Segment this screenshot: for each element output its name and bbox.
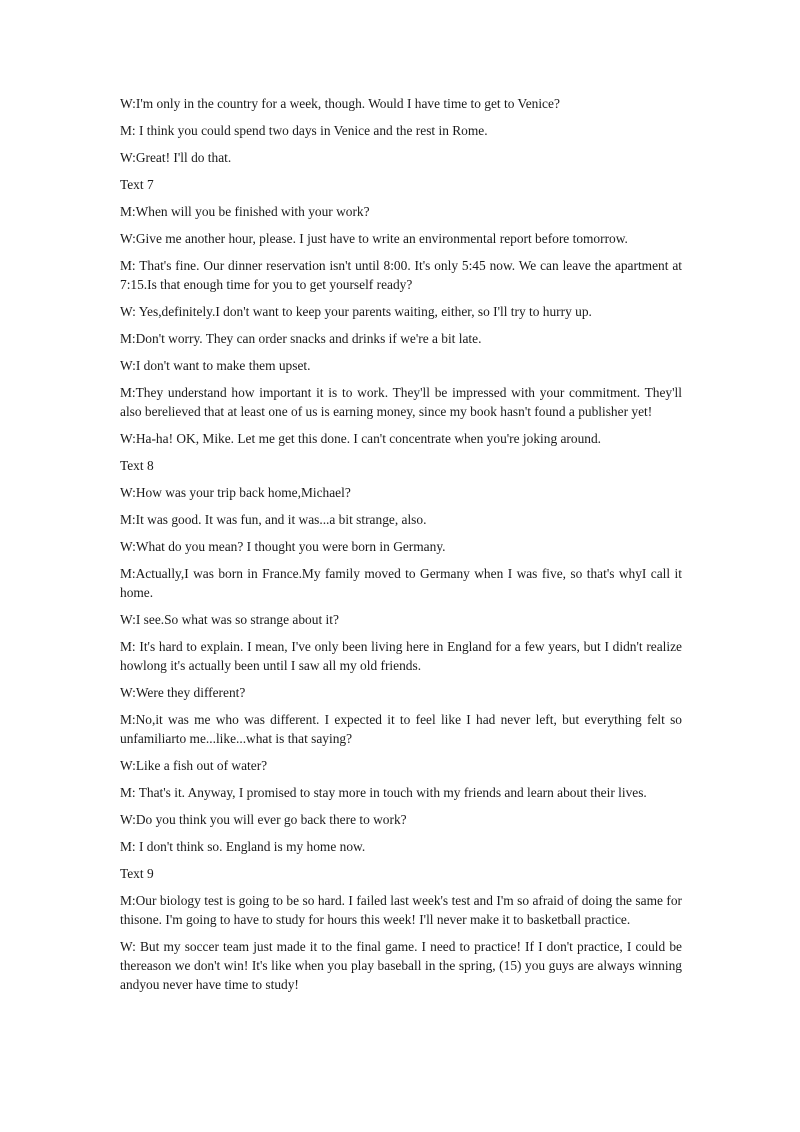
- dialogue-line: W:Were they different?: [120, 685, 246, 700]
- document-page: [120, 94, 682, 1002]
- dialogue-line: M: That's fine. Our dinner reservation isn't until 8:00. It's only 5:45 now. We can leave the apartment at 7:15.Is that enough time for you to get yourself ready?: [120, 258, 682, 292]
- dialogue-line: M:It was good. It was fun, and it was...a bit strange, also.: [120, 512, 427, 527]
- dialogue-line: W: But my soccer team just made it to the final game. I need to practice! If I don't practice, I could be thereason we don't win! It's like when you play baseball in the spring, (15) you guys are always winning andyou never have time to study!: [120, 939, 682, 992]
- dialogue-line: M:No,it was me who was different. I expected it to feel like I had never left, but everything felt so unfamiliarto me...like...what is that saying?: [120, 712, 682, 746]
- dialogue-line: W:I see.So what was so strange about it?: [120, 612, 339, 627]
- dialogue-line: M: That's it. Anyway, I promised to stay more in touch with my friends and learn about their lives.: [120, 785, 647, 800]
- dialogue-line: W:Ha-ha! OK, Mike. Let me get this done. I can't concentrate when you're joking around.: [120, 431, 602, 446]
- dialogue-line: W:Give me another hour, please. I just have to write an environmental report before tomorrow.: [120, 231, 628, 246]
- dialogue-line: M:Our biology test is going to be so hard. I failed last week's test and I'm so afraid of doing the same for thisone. I'm going to have to study for hours this week! I'll never make it to basketball practice.: [120, 893, 682, 927]
- dialogue-line: W:Do you think you will ever go back there to work?: [120, 812, 407, 827]
- dialogue-line: W:Like a fish out of water?: [120, 758, 268, 773]
- dialogue-line: M:Actually,I was born in France.My family moved to Germany when I was five, so that's whyI call it home.: [120, 566, 682, 600]
- dialogue-line: M: I don't think so. England is my home now.: [120, 839, 366, 854]
- dialogue-line: W:What do you mean? I thought you were born in Germany.: [120, 539, 446, 554]
- section-heading: Text 9: [120, 866, 154, 881]
- dialogue-line: M:Don't worry. They can order snacks and drinks if we're a bit late.: [120, 331, 482, 346]
- dialogue-line: M: It's hard to explain. I mean, I've only been living here in England for a few years, but I didn't realize howlong it's actually been until I saw all my old friends.: [120, 639, 682, 673]
- dialogue-line: W:I don't want to make them upset.: [120, 358, 311, 373]
- dialogue-line: W:How was your trip back home,Michael?: [120, 485, 351, 500]
- dialogue-line: W:I'm only in the country for a week, though. Would I have time to get to Venice?: [120, 96, 560, 111]
- section-heading: Text 7: [120, 177, 154, 192]
- dialogue-line: W:Great! I'll do that.: [120, 150, 232, 165]
- dialogue-line: M:They understand how important it is to work. They'll be impressed with your commitment. They'll also berelieved that at least one of us is earning money, since my book hasn't found a publisher yet!: [120, 385, 682, 419]
- dialogue-line: M: I think you could spend two days in Venice and the rest in Rome.: [120, 123, 488, 138]
- dialogue-line: M:When will you be finished with your work?: [120, 204, 370, 219]
- section-heading: Text 8: [120, 458, 154, 473]
- dialogue-line: W: Yes,definitely.I don't want to keep your parents waiting, either, so I'll try to hurry up.: [120, 304, 592, 319]
